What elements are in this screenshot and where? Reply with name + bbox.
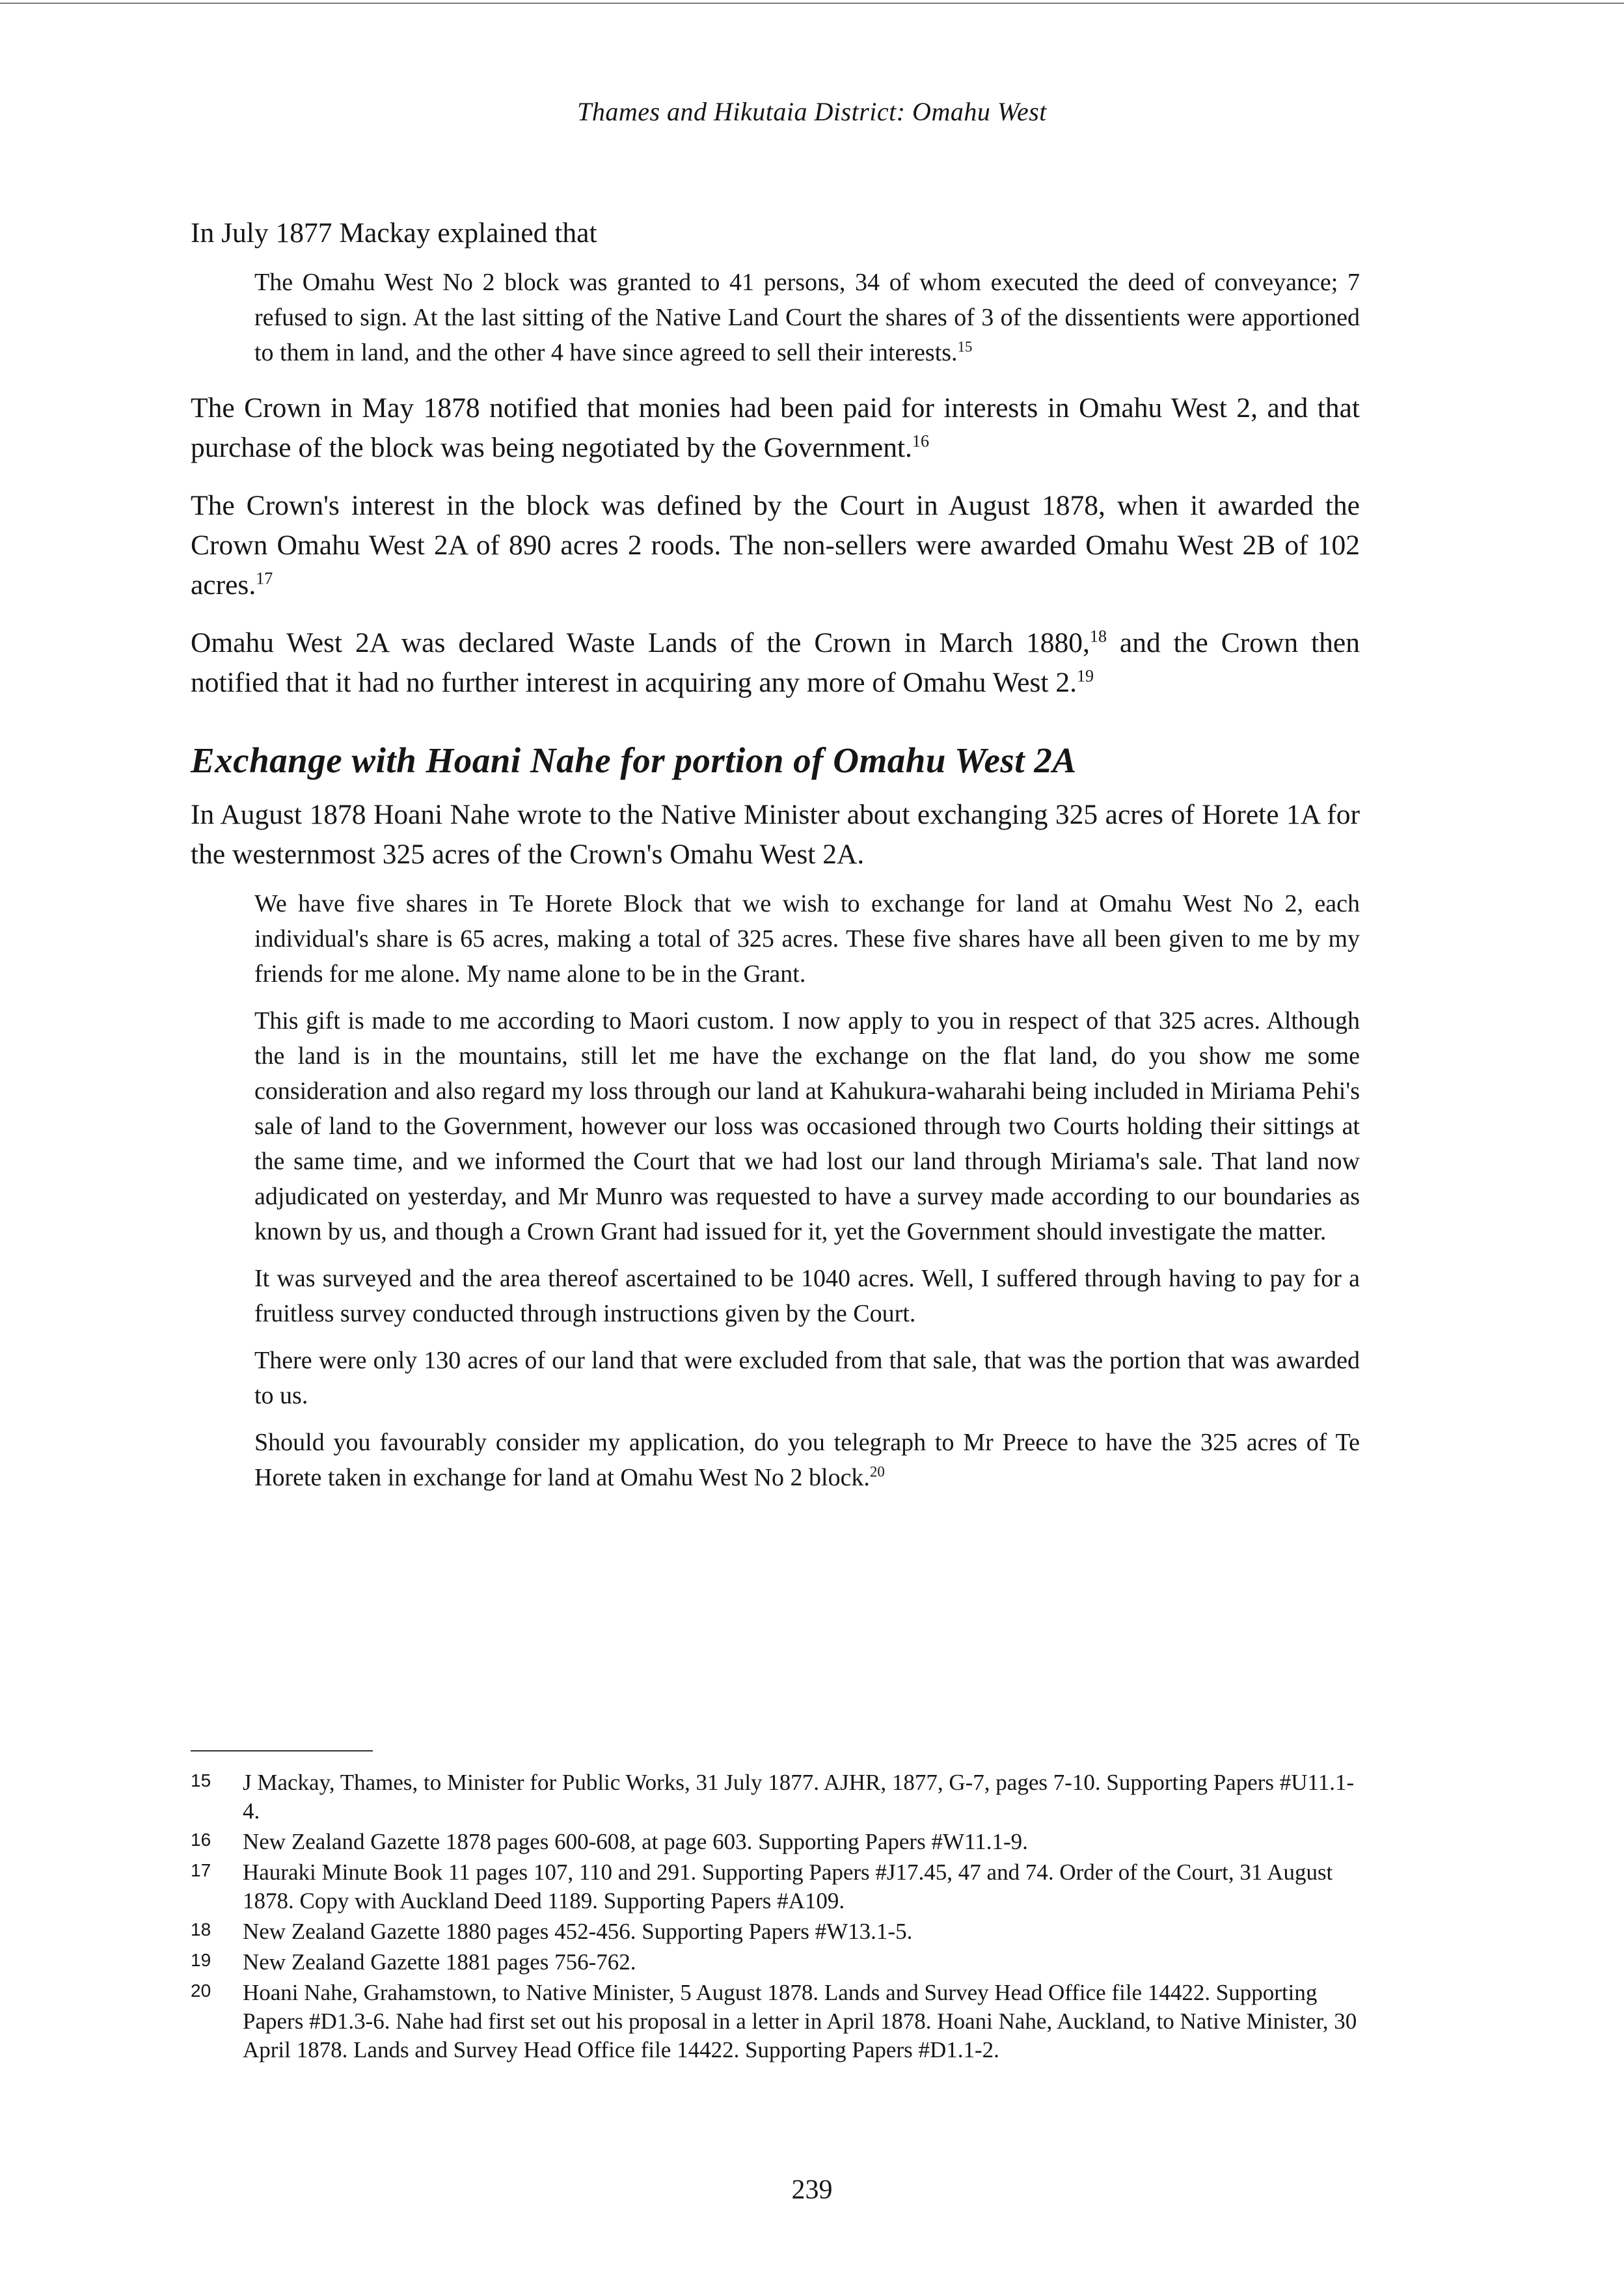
body-paragraph (191, 623, 1360, 703)
page-number: 239 (791, 2175, 833, 2205)
heading-text: Exchange with Hoani Nahe for portion of Omahu West 2A (191, 740, 1077, 780)
footnote (191, 1828, 1362, 1856)
footnote-text: J Mackay, Thames, to Minister for Public Works, 31 July 1877. AJHR, 1877, G-7, pages 7-10. Supporting Papers #U11.1-4. (243, 1770, 1355, 1824)
block-quote (254, 1425, 1360, 1495)
footnote-text: Hoani Nahe, Grahamstown, to Native Minister, 5 August 1878. Lands and Survey Head Office file 14422. Supporting Papers #D1.3-6. Nahe had first set out his proposal in a letter in April 1878. Hoani Nahe, Auckland, to Native Minister, 30 April 1878. Lands and Survey Head Office file 14422. Supporting Papers #D1.1-2. (243, 1980, 1357, 2062)
footnote-number: 18 (191, 1919, 211, 1940)
footnote-ref: 16 (912, 431, 930, 451)
section-heading (191, 738, 1360, 783)
footnote-number: 20 (191, 1981, 211, 2001)
footnote-number: 17 (191, 1860, 211, 1880)
footnote-ref: 17 (256, 569, 273, 588)
footnote-number: 19 (191, 1950, 211, 1970)
footnote-text: New Zealand Gazette 1880 pages 452-456. Supporting Papers #W13.1-5. (243, 1919, 913, 1944)
footnote-number: 15 (191, 1770, 211, 1791)
body-paragraph (191, 486, 1360, 605)
footnote-text: New Zealand Gazette 1878 pages 600-608, at page 603. Supporting Papers #W11.1-9. (243, 1829, 1028, 1854)
paragraph-text: In August 1878 Hoani Nahe wrote to the Native Minister about exchanging 325 acres of Horete 1A for the westernmost 325 acres of the Crown's Omahu West 2A. (191, 799, 1360, 870)
footnote-text: New Zealand Gazette 1881 pages 756-762. (243, 1949, 636, 1975)
block-quote (254, 1343, 1360, 1413)
footnote-ref: 15 (957, 338, 973, 355)
footnote (191, 1917, 1362, 1946)
paragraph-text: The Crown in May 1878 notified that monies had been paid for interests in Omahu West 2, and that purchase of the block was being negotiated by the Government. (191, 392, 1360, 463)
footnote-ref: 20 (869, 1463, 885, 1480)
running-header: Thames and Hikutaia District: Omahu West (577, 97, 1047, 126)
paragraph-text: It was surveyed and the area thereof ascertained to be 1040 acres. Well, I suffered through having to pay for a fruitless survey conducted through instructions given by the Court. (254, 1265, 1360, 1327)
paragraph-text: The Crown's interest in the block was defined by the Court in August 1878, when it awarded the Crown Omahu West 2A of 890 acres 2 roods. The non-sellers were awarded Omahu West 2B of 102 acres. (191, 490, 1360, 601)
paragraph-text: In July 1877 Mackay explained that (191, 217, 597, 249)
main-body (191, 213, 1360, 1513)
footnote-text: Hauraki Minute Book 11 pages 107, 110 and 291. Supporting Papers #J17.45, 47 and 74. Order of the Court, 31 August 1878. Copy with Auckland Deed 1189. Supporting Papers #A109. (243, 1860, 1333, 1914)
footnotes (191, 1768, 1362, 2066)
paragraph-text: We have five shares in Te Horete Block that we wish to exchange for land at Omahu West No 2, each individual's share is 65 acres, making a total of 325 acres. These five shares have all been given to me by my friends for me alone. My name alone to be in the Grant. (254, 890, 1360, 988)
body-paragraph (191, 388, 1360, 468)
block-quote (254, 1261, 1360, 1331)
footnote-ref: 19 (1076, 666, 1094, 686)
block-quote (254, 1003, 1360, 1249)
body-paragraph (191, 795, 1360, 874)
footnote-ref: 18 (1089, 627, 1107, 646)
footnote (191, 1858, 1362, 1915)
paragraph-text: The Omahu West No 2 block was granted to 41 persons, 34 of whom executed the deed of conveyance; 7 refused to sign. At the last sitting of the Native Land Court the shares of 3 of the dissentients were apportioned to them in land, and the other 4 have since agreed to sell their interests. (254, 269, 1360, 366)
block-quote (254, 265, 1360, 370)
paragraph-text: This gift is made to me according to Maori custom. I now apply to you in respect of that 325 acres. Although the land is in the mountains, still let me have the exchange on the flat land, do you show me some consideration and also regard my loss through our land at Kahukura-waharahi being included in Miriama Pehi's sale of land to the Government, however our loss was occasioned through two Courts holding their sittings at the same time, and we informed the Court that we had lost our land through Miriama's sale. That land now adjudicated on yesterday, and Mr Munro was requested to have a survey made according to our boundaries as known by us, and though a Crown Grant had issued for it, yet the Government should investigate the matter. (254, 1007, 1360, 1245)
paragraph-text: There were only 130 acres of our land that were excluded from that sale, that was the portion that was awarded to us. (254, 1347, 1360, 1409)
top-border-rule (0, 3, 1624, 4)
footnote (191, 1948, 1362, 1977)
paragraph-text: and the Crown then notified that it had no further interest in acquiring any more of Omahu West 2. (191, 627, 1360, 698)
footnote-number: 16 (191, 1830, 211, 1850)
body-paragraph (191, 213, 1360, 253)
footnote-separator (191, 1750, 373, 1751)
footnote (191, 1979, 1362, 2064)
paragraph-text: Should you favourably consider my application, do you telegraph to Mr Preece to have the 325 acres of Te Horete taken in exchange for land at Omahu West No 2 block. (254, 1429, 1360, 1491)
block-quote (254, 886, 1360, 992)
footnote (191, 1768, 1362, 1826)
paragraph-text: Omahu West 2A was declared Waste Lands of the Crown in March 1880, (191, 627, 1090, 658)
